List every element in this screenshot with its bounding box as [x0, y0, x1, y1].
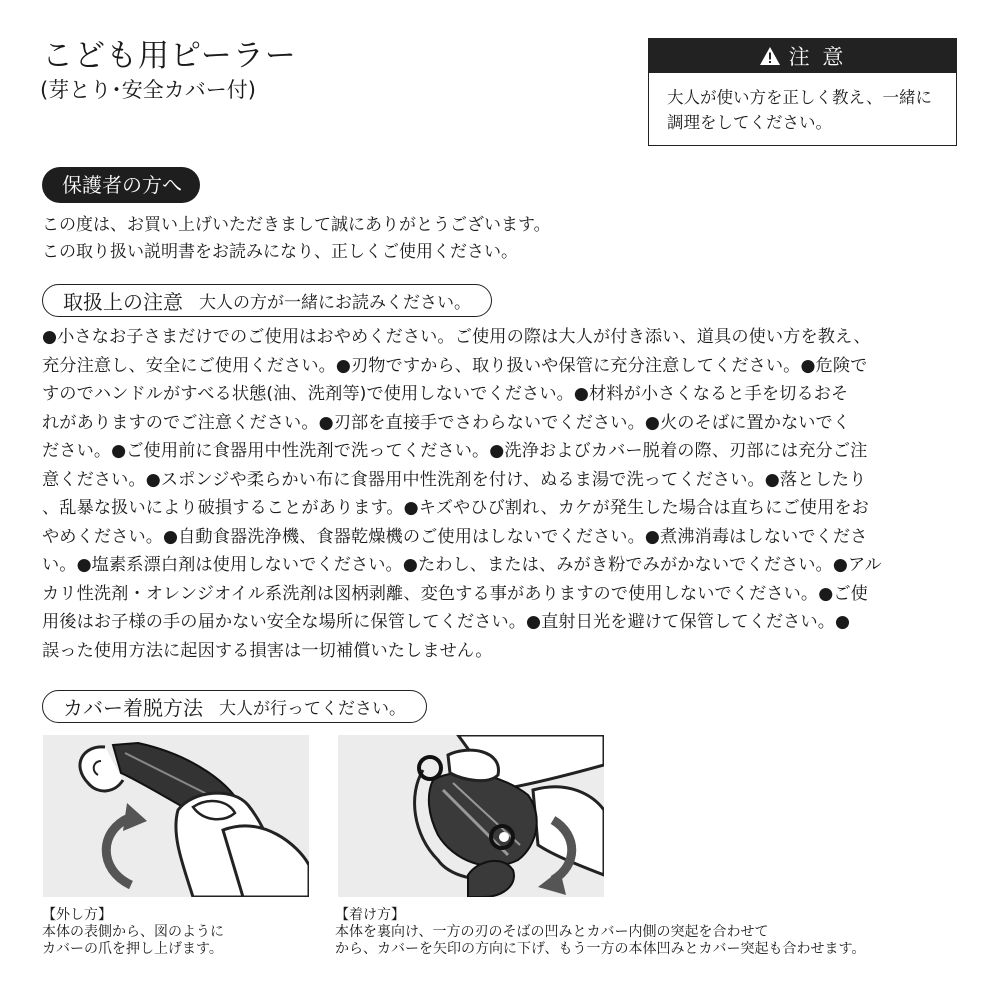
remove-line: 本体の表側から、図のように [42, 924, 224, 940]
handling-heading [42, 284, 492, 317]
notes-line: 用後はお子様の手の届かない安全な場所に保管してください。●直射日光を避けて保管してください。● [42, 612, 851, 632]
handling-notes [42, 323, 962, 665]
caution-text [649, 73, 956, 135]
intro-line: この度は、お買い上げいただきまして誠にありがとうございます。 [42, 215, 551, 235]
notes-line: ●小さなお子さまだけでのご使用はおやめください。ご使用の際は大人が付き添い、道具の使い方を教え、 [42, 327, 871, 347]
notes-line: カリ性洗剤・オレンジオイル系洗剤は図柄剥離、変色する事がありますので使用しないでください。●ご使 [42, 583, 868, 604]
page-title: こども用ピーラー [42, 38, 297, 74]
notes-line: 意ください。●スポンジや柔らかい布に食器用中性洗剤を付け、ぬるま湯で洗ってください。●落としたり [42, 469, 867, 490]
intro-line: この取り扱い説明書をお読みになり、正しくご使用ください。 [42, 242, 518, 262]
caution-label: 注 意 [788, 45, 847, 69]
attach-instructions [335, 907, 865, 958]
caution-header [649, 39, 956, 73]
caution-box [648, 38, 957, 146]
notes-line: れがありますのでご注意ください。●刃部を直接手でさわらないでください。●火のそばに置かないでく [42, 412, 851, 433]
handling-heading-title: 取扱上の注意 [63, 290, 183, 314]
notes-line: 、乱暴な扱いにより破損することがあります。●キズやひび割れ、カケが発生した場合は直ちにご使用をお [42, 498, 869, 518]
guardian-heading: 保護者の方へ [42, 167, 200, 203]
attach-line: から、カバーを矢印の方向に下げ、もう一方の本体凹みとカバー突起も合わせます。 [335, 941, 866, 957]
attach-title: 【着け方】 [335, 907, 405, 923]
notes-line: 誤った使用方法に起因する損害は一切補償いたしません。 [42, 640, 493, 661]
notes-line: 充分注意し、安全にご使用ください。●刃物ですから、取り扱いや保管に充分注意してください。●危険で [42, 355, 868, 376]
cover-heading-note: 大人が行ってください。 [219, 699, 406, 719]
warning-icon [759, 46, 781, 66]
remove-title: 【外し方】 [42, 907, 112, 923]
caution-line: 調理をしてください。 [667, 113, 832, 132]
remove-instructions [42, 907, 224, 958]
notes-line: い。●塩素系漂白剤は使用しないでください。●たわし、または、みがき粉でみがかないでください。●アル [42, 555, 882, 575]
notes-line: ださい。●ご使用前に食器用中性洗剤で洗ってください。●洗浄およびカバー脱着の際、刃部には充分ご注 [42, 441, 868, 461]
notes-line: すのでハンドルがすべる状態(油、洗剤等)で使用しないでください。●材料が小さくなると手を切るおそ [42, 384, 849, 404]
page-subtitle: (芽とり･安全カバー付) [40, 78, 256, 102]
cover-heading-title: カバー着脱方法 [63, 696, 203, 720]
handling-heading-note: 大人の方が一緒にお読みください。 [199, 293, 471, 313]
caution-line: 大人が使い方を正しく教え、一緒に [667, 88, 932, 107]
notes-line: やめください。●自動食器洗浄機、食器乾燥機のご使用はしないでください。●煮沸消毒はしないでくださ [42, 526, 868, 547]
attach-line: 本体を裏向け、一方の刃のそばの凹みとカバー内側の突起を合わせて [335, 924, 769, 940]
attach-cover-illustration [338, 735, 604, 897]
remove-line: カバーの爪を押し上げます。 [42, 941, 223, 957]
remove-cover-illustration [43, 735, 309, 897]
cover-heading [42, 690, 427, 723]
